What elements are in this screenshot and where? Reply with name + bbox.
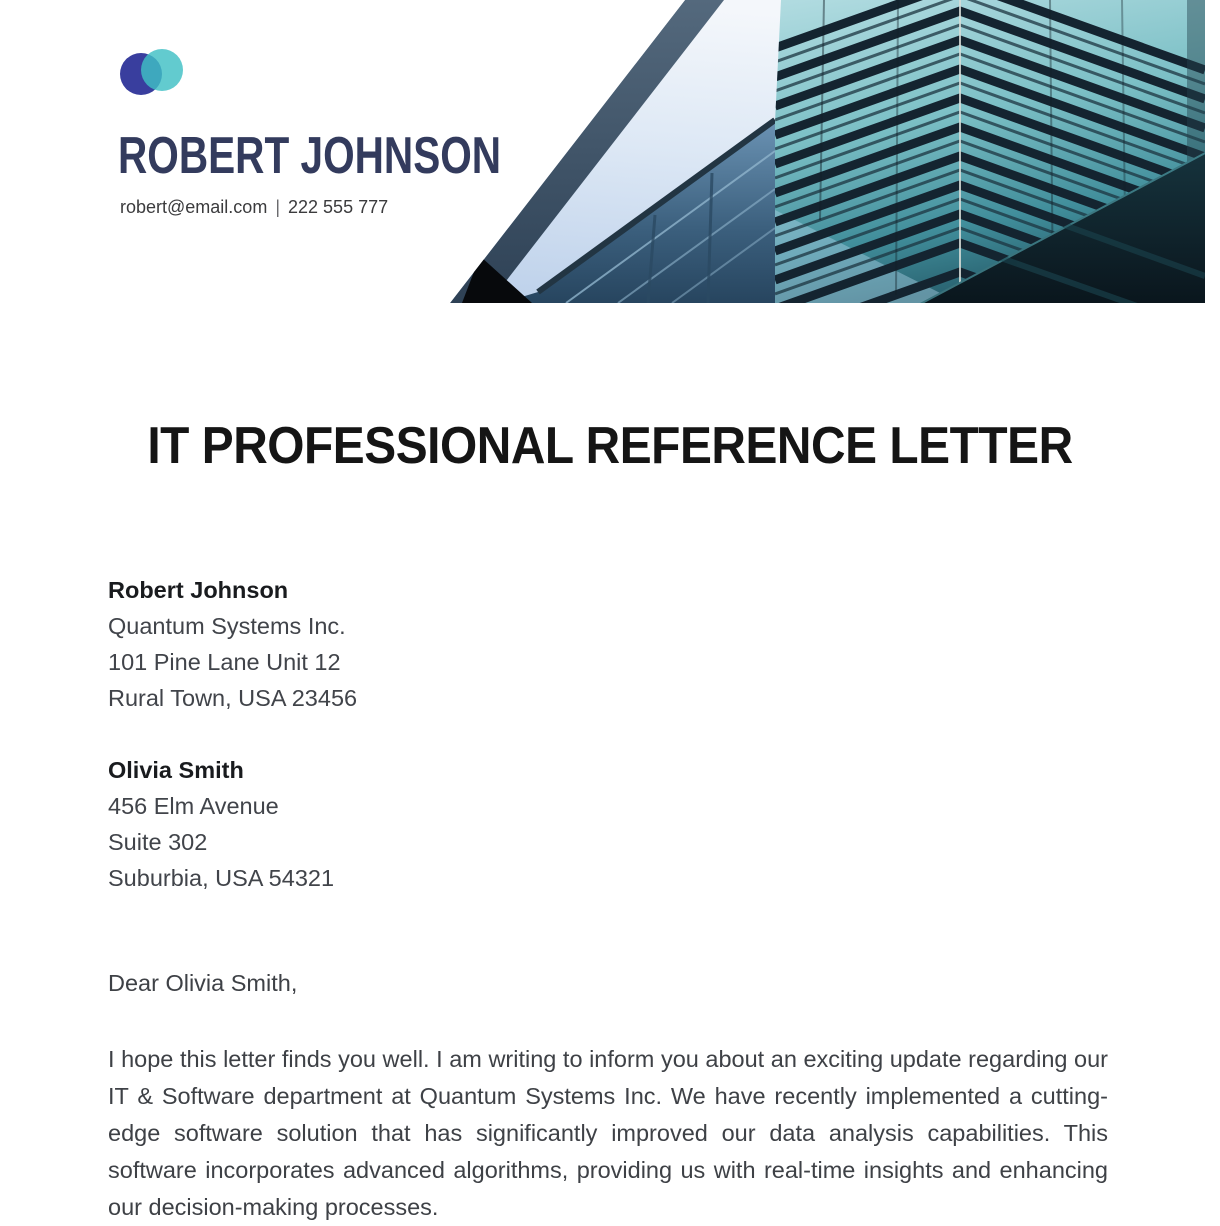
sender-brand-name: ROBERT JOHNSON [118,127,502,185]
sender-street: 101 Pine Lane Unit 12 [108,649,341,675]
building-photo [450,0,1205,303]
recipient-street: 456 Elm Avenue [108,793,279,819]
logo-icon [119,49,185,97]
body-paragraph: I hope this letter finds you well. I am writing to inform you about an exciting update regarding our IT & Software department at Quantum Systems Inc. We have recently implemented a cutting-edge software solution that has significantly improved our data analysis capabilities. This software incorporates advanced algorithms, providing us with real-time insights and enhancing our decision-making processes. [108,1046,1108,1220]
salutation: Dear Olivia Smith, [108,970,298,996]
sender-name: Robert Johnson [108,577,289,603]
recipient-city: Suburbia, USA 54321 [108,865,335,891]
sender-city: Rural Town, USA 23456 [108,685,358,711]
page-title: IT PROFESSIONAL REFERENCE LETTER [147,417,1073,475]
contact-phone: 222 555 777 [288,197,389,217]
recipient-block [108,752,334,896]
recipient-name: Olivia Smith [108,757,244,783]
contact-line [120,197,388,218]
contact-separator: | [275,197,281,217]
sender-company: Quantum Systems Inc. [108,613,346,639]
sender-block [108,572,357,716]
recipient-suite: Suite 302 [108,829,208,855]
contact-email: robert@email.com [120,197,268,217]
